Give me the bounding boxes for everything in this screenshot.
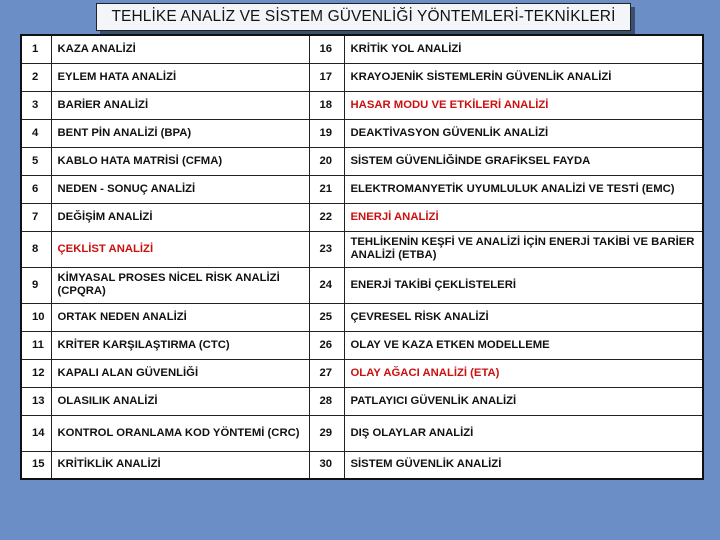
methods-table-body: [21, 35, 703, 479]
left-method-cell: KRİTER KARŞILAŞTIRMA (CTC): [51, 331, 309, 359]
right-method-cell: KRAYOJENİK SİSTEMLERİN GÜVENLİK ANALİZİ: [344, 63, 703, 91]
right-method-cell: ELEKTROMANYETİK UYUMLULUK ANALİZİ VE TESTİ (EMC): [344, 175, 703, 203]
right-method-cell: PATLAYICI GÜVENLİK ANALİZİ: [344, 387, 703, 415]
right-method-cell: ENERJİ ANALİZİ: [344, 203, 703, 231]
left-number-cell: 1: [21, 35, 51, 63]
right-number-cell: 20: [309, 147, 344, 175]
left-number-cell: 12: [21, 359, 51, 387]
right-method-cell: KRİTİK YOL ANALİZİ: [344, 35, 703, 63]
left-number-cell: 13: [21, 387, 51, 415]
left-number-cell: 7: [21, 203, 51, 231]
left-method-cell: ORTAK NEDEN ANALİZİ: [51, 303, 309, 331]
table-row: [21, 203, 703, 231]
right-number-cell: 28: [309, 387, 344, 415]
right-number-cell: 27: [309, 359, 344, 387]
left-method-cell: KAZA ANALİZİ: [51, 35, 309, 63]
left-method-cell: KABLO HATA MATRİSİ (CFMA): [51, 147, 309, 175]
right-method-cell: HASAR MODU VE ETKİLERİ ANALİZİ: [344, 91, 703, 119]
left-method-cell: KİMYASAL PROSES NİCEL RİSK ANALİZİ (CPQRA): [51, 267, 309, 303]
left-method-cell: KRİTİKLİK ANALİZİ: [51, 451, 309, 479]
table-row: [21, 359, 703, 387]
right-method-cell: ENERJİ TAKİBİ ÇEKLİSTELERİ: [344, 267, 703, 303]
left-number-cell: 8: [21, 231, 51, 267]
left-method-cell: BENT PİN ANALİZİ (BPA): [51, 119, 309, 147]
table-row: [21, 35, 703, 63]
table-row: [21, 147, 703, 175]
table-row: [21, 231, 703, 267]
table-row: [21, 119, 703, 147]
left-number-cell: 5: [21, 147, 51, 175]
left-number-cell: 10: [21, 303, 51, 331]
table-row: [21, 415, 703, 451]
right-method-cell: ÇEVRESEL RİSK ANALİZİ: [344, 303, 703, 331]
right-number-cell: 18: [309, 91, 344, 119]
left-number-cell: 9: [21, 267, 51, 303]
left-method-cell: KAPALI ALAN GÜVENLİĞİ: [51, 359, 309, 387]
left-method-cell: BARİER ANALİZİ: [51, 91, 309, 119]
left-number-cell: 4: [21, 119, 51, 147]
right-method-cell: SİSTEM GÜVENLİK ANALİZİ: [344, 451, 703, 479]
right-number-cell: 17: [309, 63, 344, 91]
left-method-cell: EYLEM HATA ANALİZİ: [51, 63, 309, 91]
table-row: [21, 267, 703, 303]
right-method-cell: TEHLİKENİN KEŞFİ VE ANALİZİ İÇİN ENERJİ TAKİBİ VE BARİER ANALİZİ (ETBA): [344, 231, 703, 267]
right-number-cell: 19: [309, 119, 344, 147]
right-number-cell: 24: [309, 267, 344, 303]
right-number-cell: 22: [309, 203, 344, 231]
left-method-cell: KONTROL ORANLAMA KOD YÖNTEMİ (CRC): [51, 415, 309, 451]
right-number-cell: 30: [309, 451, 344, 479]
right-method-cell: DEAKTİVASYON GÜVENLİK ANALİZİ: [344, 119, 703, 147]
left-method-cell: DEĞİŞİM ANALİZİ: [51, 203, 309, 231]
left-method-cell: ÇEKLİST ANALİZİ: [51, 231, 309, 267]
right-method-cell: OLAY VE KAZA ETKEN MODELLEME: [344, 331, 703, 359]
table-row: [21, 303, 703, 331]
right-number-cell: 29: [309, 415, 344, 451]
left-method-cell: OLASILIK ANALİZİ: [51, 387, 309, 415]
page-title: TEHLİKE ANALİZ VE SİSTEM GÜVENLİĞİ YÖNTEMLERİ-TEKNİKLERİ: [96, 3, 631, 31]
left-number-cell: 6: [21, 175, 51, 203]
table-row: [21, 91, 703, 119]
left-method-cell: NEDEN - SONUÇ ANALİZİ: [51, 175, 309, 203]
right-method-cell: SİSTEM GÜVENLİĞİNDE GRAFİKSEL FAYDA: [344, 147, 703, 175]
right-number-cell: 16: [309, 35, 344, 63]
table-row: [21, 451, 703, 479]
right-method-cell: OLAY AĞACI ANALİZİ (ETA): [344, 359, 703, 387]
right-number-cell: 21: [309, 175, 344, 203]
right-method-cell: DIŞ OLAYLAR ANALİZİ: [344, 415, 703, 451]
table-row: [21, 63, 703, 91]
left-number-cell: 14: [21, 415, 51, 451]
table-row: [21, 387, 703, 415]
methods-table: [20, 34, 704, 480]
title-banner: [96, 3, 631, 31]
right-number-cell: 23: [309, 231, 344, 267]
table-row: [21, 175, 703, 203]
left-number-cell: 11: [21, 331, 51, 359]
left-number-cell: 2: [21, 63, 51, 91]
left-number-cell: 3: [21, 91, 51, 119]
right-number-cell: 25: [309, 303, 344, 331]
table-row: [21, 331, 703, 359]
right-number-cell: 26: [309, 331, 344, 359]
left-number-cell: 15: [21, 451, 51, 479]
